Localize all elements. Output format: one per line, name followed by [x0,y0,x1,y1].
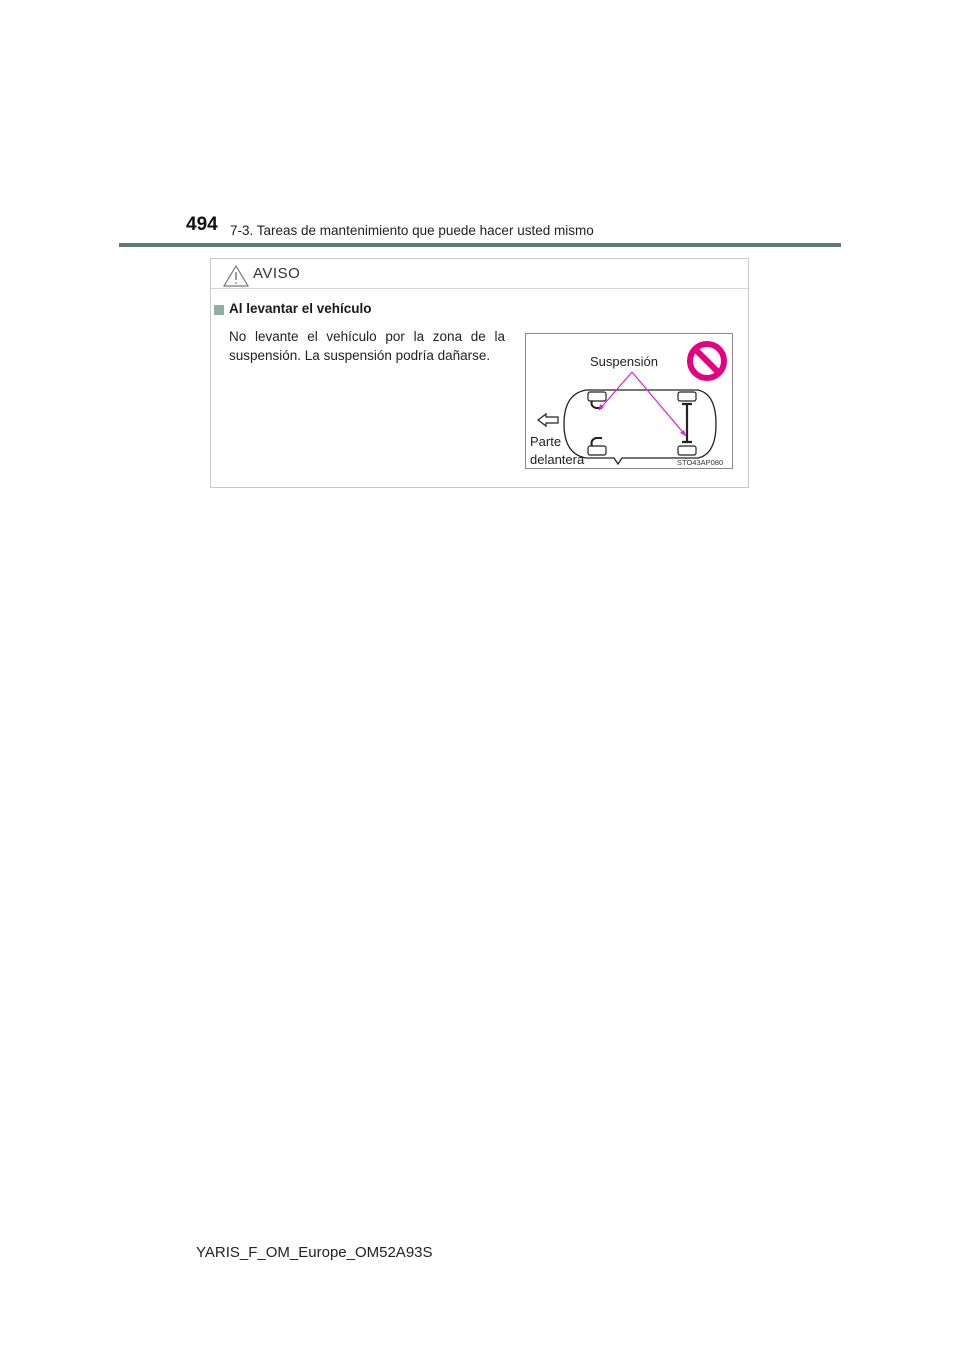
prohibited-icon [686,340,728,382]
figure-code: STO43AP080 [677,458,724,467]
section-title: 7-3. Tareas de mantenimiento que puede hacer usted mismo [230,223,594,238]
warning-triangle-icon [223,265,249,287]
header-rule [119,243,841,247]
warning-body: No levante el vehículo por la zona de la suspensión. La suspensión podría dañarse. [229,329,505,363]
footer-document-id: YARIS_F_OM_Europe_OM52A93S [196,1244,433,1261]
label-front-line1: Parte [530,434,562,449]
bullet-square [214,305,224,315]
page-number: 494 [186,214,218,235]
suspension-figure [525,333,733,469]
label-suspension: Suspensión [590,354,658,369]
warning-header [211,259,748,289]
label-front-line2: delantera [530,452,585,467]
warning-subheading: Al levantar el vehículo [229,301,372,316]
warning-box [210,258,749,488]
warning-label: AVISO [253,265,301,282]
